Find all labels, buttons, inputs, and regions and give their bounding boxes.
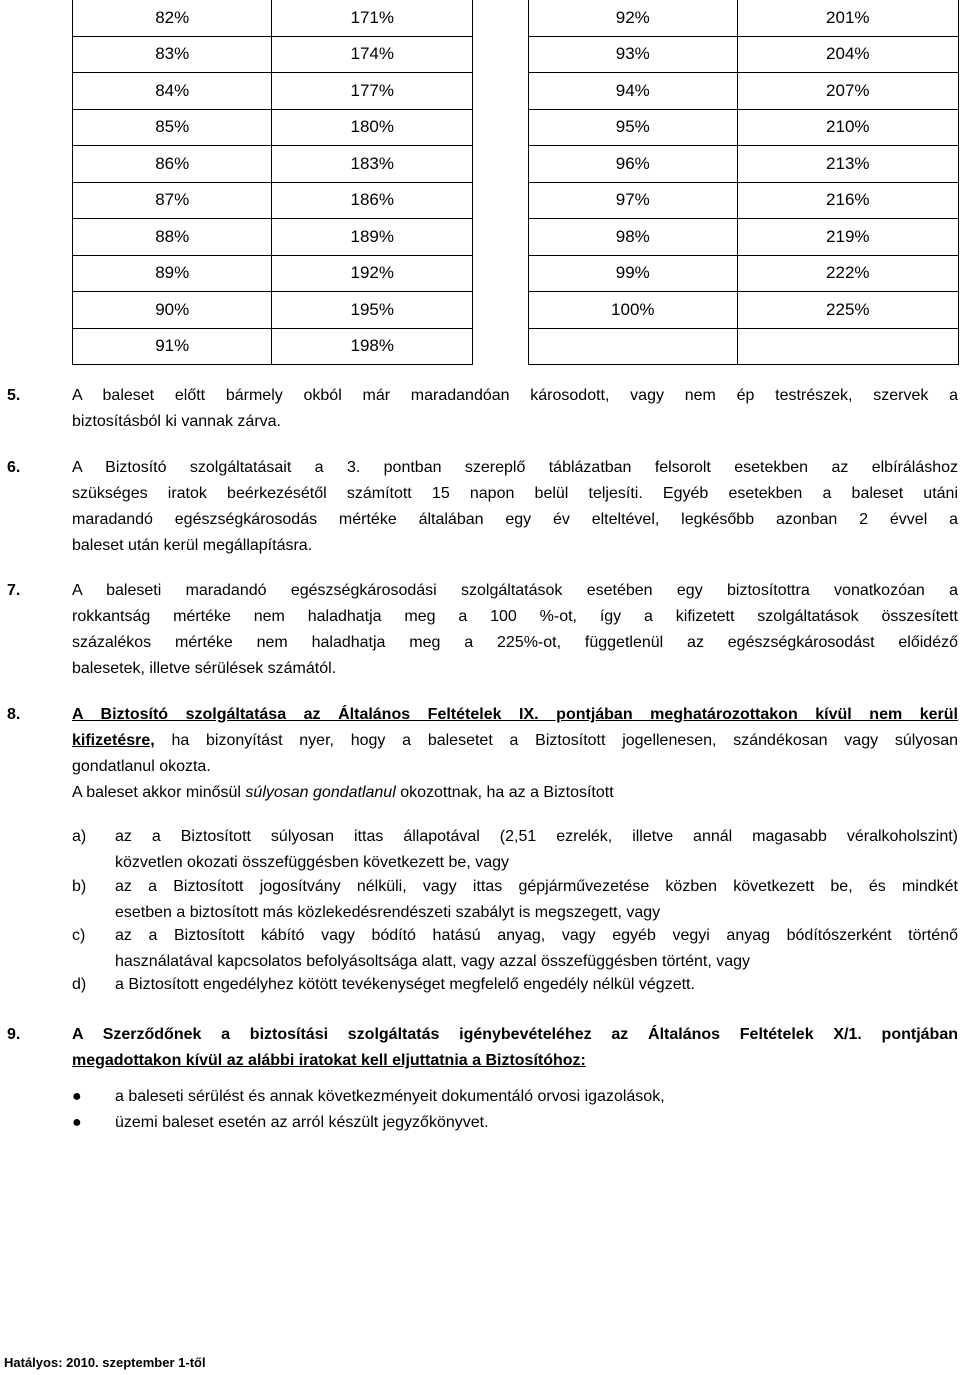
rate-cell [529,328,738,365]
payout-cell: 192% [272,255,473,292]
table-row [529,36,959,73]
text-line: a Biztosított engedélyhez kötött tevékenységet megfelelő engedély nélkül végzett. [115,976,695,993]
text-line: közvetlen okozati összefüggésben következett be, vagy [115,854,510,871]
text-line: a baleseti sérülést és annak következményeit dokumentáló orvosi igazolások, [115,1088,665,1105]
table-row [529,146,959,183]
bullet-icon: ● [72,1114,82,1131]
table-row [529,182,959,219]
table-row [529,0,959,36]
rate-cell: 87% [73,182,272,219]
text-line: használatával kapcsolatos befolyásoltsága alatt, vagy azzal összefüggésben történt, vagy [115,953,751,970]
rate-cell: 99% [529,255,738,292]
payout-cell: 186% [272,182,473,219]
table-row [529,219,959,256]
payout-cell: 171% [272,0,473,36]
payout-cell: 195% [272,292,473,329]
footer-effective-date: Hatályos: 2010. szeptember 1-től [4,1355,206,1370]
text-line: az a Biztosított kábító vagy bódító hatású anyag, vagy egyéb vegyi anyag bódítószerként történő [115,927,958,944]
text-line: az a Biztosított jogosítvány nélküli, vagy ittas gépjárművezetése közben következett be, és mindkét [115,878,958,895]
payout-cell: 189% [272,219,473,256]
table-row [529,73,959,110]
table-row [73,182,473,219]
payout-cell: 222% [737,255,958,292]
payout-cell: 213% [737,146,958,183]
rate-cell: 100% [529,292,738,329]
text-line: maradandó egészségkárosodás mértéke általában egy év elteltével, legkésőbb azonban 2 évvel a [72,511,958,528]
text-line: az a Biztosított súlyosan ittas állapotával (2,51 ezrelék, illetve annál magasabb véralkoholszint) [115,828,958,845]
table-row [529,109,959,146]
percentage-table-left [72,0,473,365]
rate-cell: 83% [73,36,272,73]
text-line: okozottnak, ha az a Biztosított [395,784,614,801]
payout-cell: 180% [272,109,473,146]
rate-cell: 93% [529,36,738,73]
section-text [72,383,958,435]
section-text [72,1022,958,1074]
text-line: A baleseti maradandó egészségkárosodási szolgáltatások esetében egy biztosítottra vonatkozóan a [72,582,958,599]
text-line: esetben a biztosított más közlekedésrendészeti szabályt is megszegett, vagy [115,904,661,921]
table-row [73,36,473,73]
rate-cell: 88% [73,219,272,256]
text-line: üzemi baleset esetén az arról készült jegyzőkönyvet. [115,1114,489,1131]
payout-cell: 177% [272,73,473,110]
table-row [73,146,473,183]
text-line: A Biztosító szolgáltatásait a 3. pontban szereplő táblázatban felsorolt esetekben az elbíráláshoz [72,459,958,476]
payout-cell: 207% [737,73,958,110]
bullet-icon: ● [72,1088,82,1105]
payout-cell: 210% [737,109,958,146]
payout-cell: 204% [737,36,958,73]
rate-cell: 92% [529,0,738,36]
item-label: b) [72,878,87,895]
payout-cell: 201% [737,0,958,36]
table-row [73,73,473,110]
text-line-emphasis: A Biztosító szolgáltatása az Általános Feltételek IX. pontjában meghatározottakon kívül nem kerül [72,706,958,723]
payout-cell [737,328,958,365]
text-line: baleset után kerül megállapításra. [72,537,313,554]
payout-cell: 198% [272,328,473,365]
table-row [73,292,473,329]
text-line: rokkantság mértéke nem haladhatja meg a 100 %-ot, így a kifizetett szolgáltatások összesített [72,608,958,625]
table-row [73,255,473,292]
payout-cell: 183% [272,146,473,183]
table-row [529,255,959,292]
text-line: szükséges iratok beérkezésétől számított 15 napon belül teljesíti. Egyéb esetekben a baleset utáni [72,485,958,502]
section-text [72,578,958,682]
rate-cell: 97% [529,182,738,219]
rate-cell: 84% [73,73,272,110]
text-line: ha bizonyítást nyer, hogy a balesetet a Biztosított jogellenesen, szándékosan vagy súlyosan [154,732,958,749]
table-row [73,0,473,36]
payout-cell: 219% [737,219,958,256]
section-number: 5. [7,387,21,404]
text-line: gondatlanul okozta. [72,758,211,775]
rate-cell: 98% [529,219,738,256]
text-emphasis: kifizetésre, [72,732,155,749]
rate-cell: 90% [73,292,272,329]
item-label: c) [72,927,86,944]
text-line: biztosításból ki vannak zárva. [72,413,281,430]
table-row [73,328,473,365]
payout-cell: 216% [737,182,958,219]
table-row [529,292,959,329]
text-line-emphasis: megadottakon kívül az alábbi iratokat kell eljuttatnia a Biztosítóhoz: [72,1052,586,1069]
payout-cell: 174% [272,36,473,73]
rate-cell: 85% [73,109,272,146]
text-line: százalékos mértéke nem haladhatja meg a 225%-ot, függetlenül az egészségkárosodást előidéző [72,634,958,651]
section-text [72,702,958,806]
section-text [72,455,958,559]
text-line: balesetek, illetve sérülések számától. [72,660,337,677]
text-line-emphasis: A Szerződőnek a biztosítási szolgáltatás igénybevételéhez az Általános Feltételek X/1. pontjában [72,1026,958,1043]
section-number: 9. [7,1026,21,1043]
text-italic: súlyosan gondatlanul [245,784,396,801]
rate-cell: 91% [73,328,272,365]
section-number: 8. [7,706,21,723]
table-row [73,109,473,146]
text-line: A baleset előtt bármely okból már maradandóan károsodott, vagy nem ép testrészek, szervek a [72,387,958,404]
payout-cell: 225% [737,292,958,329]
item-label: a) [72,828,87,845]
section-number: 6. [7,459,21,476]
rate-cell: 82% [73,0,272,36]
rate-cell: 94% [529,73,738,110]
rate-cell: 95% [529,109,738,146]
percentage-tables [72,0,959,357]
table-row [73,219,473,256]
rate-cell: 96% [529,146,738,183]
rate-cell: 89% [73,255,272,292]
rate-cell: 86% [73,146,272,183]
table-row [529,328,959,365]
section-number: 7. [7,582,21,599]
text-line: A baleset akkor minősül [72,784,246,801]
percentage-table-right [528,0,959,365]
item-label: d) [72,976,87,993]
